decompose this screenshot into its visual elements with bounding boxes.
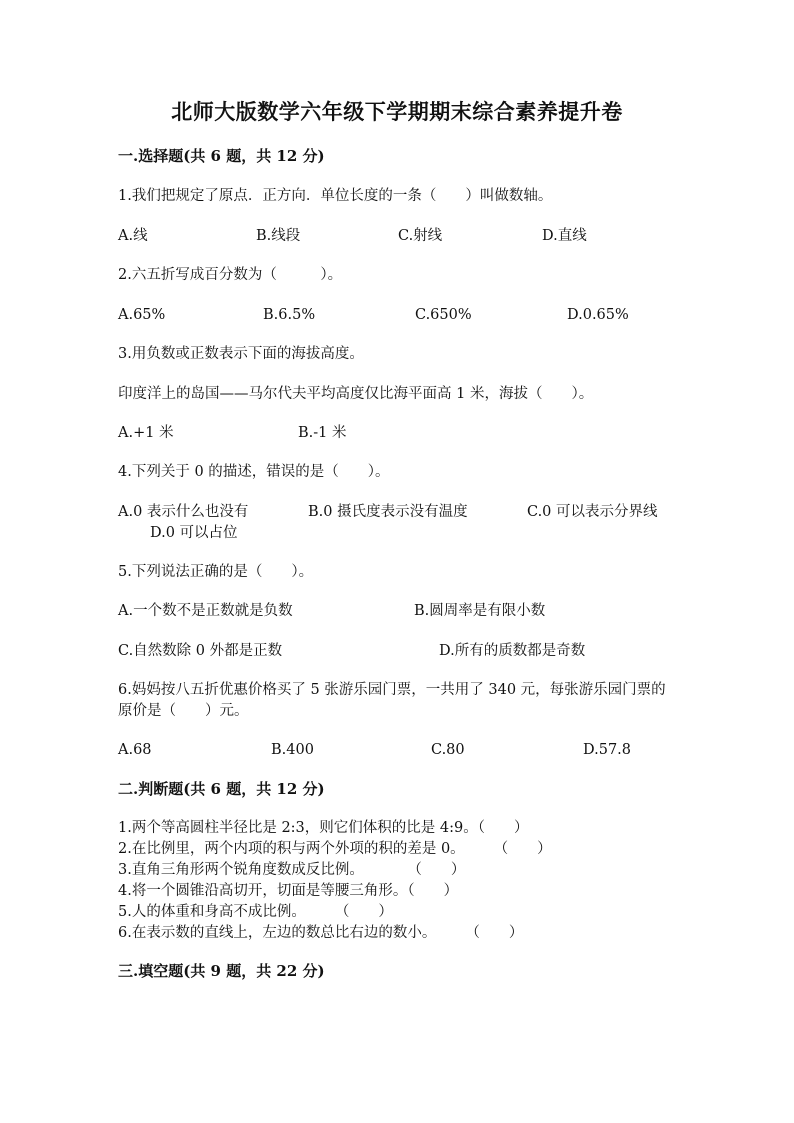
q2-option-a: A.65% bbox=[118, 307, 166, 323]
q4-option-d: D.0 可以占位 bbox=[150, 525, 238, 541]
q1-option-a: A.线 bbox=[118, 228, 148, 244]
tf-item-4: 4.将一个圆锥沿高切开，切面是等腰三角形。（ ） bbox=[118, 883, 459, 899]
q2-option-d: D.0.65% bbox=[567, 307, 629, 323]
q4-option-a: A.0 表示什么也没有 bbox=[118, 504, 249, 520]
section-heading-true-false: 二.判断题(共 6 题，共 12 分) bbox=[118, 780, 325, 798]
q6-option-d: D.57.8 bbox=[583, 742, 632, 758]
tf-item-2: 2.在比例里，两个内项的积与两个外项的积的差是 0。 （ ） bbox=[118, 841, 552, 857]
q1-option-b: B.线段 bbox=[256, 228, 301, 244]
section-heading-fill-blank: 三.填空题(共 9 题，共 22 分) bbox=[118, 962, 325, 980]
question-3-stem: 3.用负数或正数表示下面的海拔高度。 bbox=[118, 346, 364, 362]
section-heading-choice: 一.选择题(共 6 题，共 12 分) bbox=[118, 147, 325, 165]
q5-option-c: C.自然数除 0 外都是正数 bbox=[118, 643, 283, 659]
q5-option-a: A.一个数不是正数就是负数 bbox=[118, 603, 293, 619]
question-4-stem: 4.下列关于 0 的描述，错误的是（ ）。 bbox=[118, 464, 390, 480]
question-2-stem: 2.六五折写成百分数为（ ）。 bbox=[118, 267, 343, 283]
q6-option-c: C.80 bbox=[431, 742, 465, 758]
q2-option-c: C.650% bbox=[415, 307, 472, 323]
question-6-stem: 6.妈妈按八五折优惠价格买了 5 张游乐园门票，一共用了 340 元，每张游乐园门票的原价是（ ）元。 bbox=[118, 682, 666, 719]
tf-item-6: 6.在表示数的直线上，左边的数总比右边的数小。 （ ） bbox=[118, 925, 524, 941]
q3-option-b: B.-1 米 bbox=[298, 425, 347, 441]
exam-title: 北师大版数学六年级下学期期末综合素养提升卷 bbox=[171, 99, 623, 124]
q4-option-c: C.0 可以表示分界线 bbox=[527, 504, 658, 520]
q1-option-c: C.射线 bbox=[398, 228, 443, 244]
question-1-stem: 1.我们把规定了原点．正方向．单位长度的一条（ ）叫做数轴。 bbox=[118, 188, 553, 204]
q1-option-d: D.直线 bbox=[542, 228, 587, 244]
tf-item-1: 1.两个等高圆柱半径比是 2:3，则它们体积的比是 4:9。（ ） bbox=[118, 820, 529, 836]
q3-option-a: A.+1 米 bbox=[118, 425, 174, 441]
q5-option-b: B.圆周率是有限小数 bbox=[414, 603, 546, 619]
q5-option-d: D.所有的质数都是奇数 bbox=[439, 643, 586, 659]
q4-option-b: B.0 摄氏度表示没有温度 bbox=[308, 504, 468, 520]
question-5-stem: 5.下列说法正确的是（ ）。 bbox=[118, 564, 314, 580]
q2-option-b: B.6.5% bbox=[263, 307, 316, 323]
q6-option-b: B.400 bbox=[271, 742, 314, 758]
question-3-stem-line2: 印度洋上的岛国——马尔代夫平均高度仅比海平面高 1 米，海拔（ ）。 bbox=[118, 386, 594, 402]
tf-item-3: 3.直角三角形两个锐角度数成反比例。 （ ） bbox=[118, 862, 466, 878]
tf-item-5: 5.人的体重和身高不成比例。 （ ） bbox=[118, 904, 393, 920]
q6-option-a: A.68 bbox=[118, 742, 152, 758]
